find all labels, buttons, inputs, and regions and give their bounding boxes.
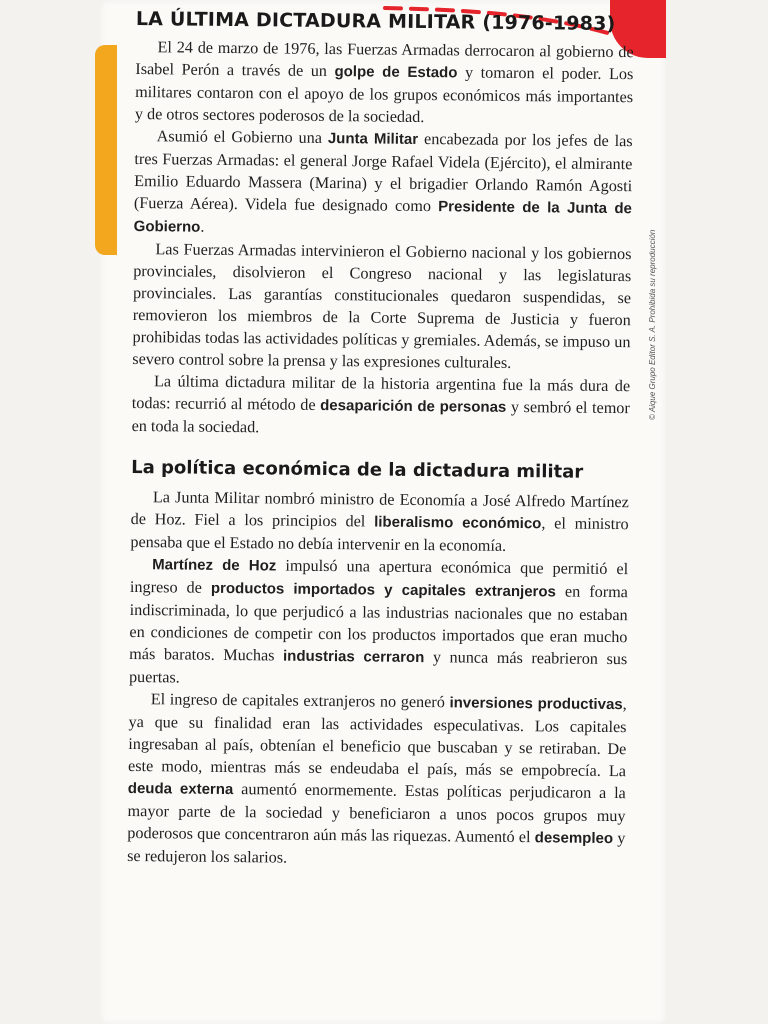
text-run: La Junta Militar nombró ministro de Economía a José Alfredo Martínez de Hoz. Fiel a los principios del [130, 488, 629, 531]
text-run: La última dictadura militar de la historia argentina fue la más dura de todas: recurrió al método de [131, 372, 631, 414]
bold-term: liberalismo económico [374, 513, 542, 533]
text-run: El 24 de marzo de 1976, las Fuerzas Armadas derrocaron al gobierno de Isabel Perón a través de un [135, 38, 634, 81]
text-run: El ingreso de capitales extranjeros no generó [150, 690, 450, 712]
text-run: Las Fuerzas Armadas intervinieron el Gobierno nacional y los gobiernos provinciales, disolvieron el Congreso nacional y las legislaturas provinciales. Las garantías constitucionales quedaron suspendidas, se removieron los miembros de la Corte Suprema de Justicia y fueron prohibidas todas las actividades políticas y gremiales. Además, se impuso un severo control sobre la prensa y las expresiones culturales. [132, 240, 632, 372]
paragraph [132, 370, 631, 442]
bold-term: Junta Militar [327, 130, 419, 148]
text-run: , ya que su finalidad eran las actividades especulativas. Los capitales ingresaban al país, obtenían el beneficio que buscaban y se retiraban. De este modo, mientras más se endeudaba el país, más se empobrecía. La [127, 695, 627, 781]
text-run: y se redujeron los salarios. [127, 829, 626, 867]
section-title: La política económica de la dictadura militar [131, 456, 584, 483]
paragraph [135, 36, 634, 130]
section-title: LA ÚLTIMA DICTADURA MILITAR (1976-1983) [135, 8, 616, 36]
page-content [127, 8, 634, 872]
text-run: aumentó enormemente. Estas políticas perjudicaron a la mayor parte de la sociedad y beneficiaron a unos pocos grupos muy poderosos que concentraron aún más las riquezas. Aumentó el [127, 780, 626, 847]
paragraph [134, 125, 633, 243]
text-run: Asumió el Gobierno una [156, 127, 328, 148]
text-run: encabezada por los jefes de las tres Fuerzas Armadas: el general Jorge Rafael Videla (Ejército), el almirante Emilio Eduardo Massera (Marina) y el brigadier Orlando Ramón Agosti (Fuerza Aérea). Videla fue designado como [133, 129, 633, 216]
text-run: en forma indiscriminada, lo que perjudicó a las industrias nacionales que no estaban en condiciones de competir con los productos importados que eran mucho más baratos. Muchas [129, 582, 629, 665]
section-politica-economica [127, 457, 629, 872]
bold-term: productos importados y capitales extranjeros [210, 579, 557, 601]
paragraph [127, 688, 627, 872]
bold-term: Martínez de Hoz [152, 556, 277, 575]
section-body [132, 36, 634, 442]
section-body [127, 486, 629, 872]
section-dictadura [132, 8, 634, 442]
bold-term: inversiones productivas [449, 694, 623, 714]
bold-term: golpe de Estado [334, 63, 458, 82]
text-run: . [200, 217, 205, 236]
paragraph [130, 486, 629, 558]
bold-term: desaparición de personas [320, 396, 507, 416]
text-run: y sembró el temor en toda la sociedad. [131, 397, 630, 437]
bold-term: Presidente de la Junta de Gobierno [133, 198, 633, 236]
orange-margin-strip [95, 45, 117, 255]
bold-term: industrias cerraron [282, 647, 425, 667]
copyright-watermark: © Aique Grupo Editor S. A. Prohibida su reproducción [648, 229, 657, 420]
text-run: y tomaron el poder. Los militares contaron con el apoyo de los grupos económicos más importantes y de otros sectores poderosos de la sociedad. [134, 63, 634, 127]
text-run: , el ministro pensaba que el Estado no debía intervenir en la economía. [130, 514, 629, 555]
paragraph [132, 238, 631, 375]
text-run: y nunca más reabrieron sus puertas. [128, 648, 628, 687]
bold-term: deuda externa [127, 779, 234, 799]
paragraph [129, 553, 628, 693]
text-run: impulsó una apertura económica que permitió el ingreso de [129, 556, 629, 597]
bold-term: desempleo [534, 829, 614, 848]
